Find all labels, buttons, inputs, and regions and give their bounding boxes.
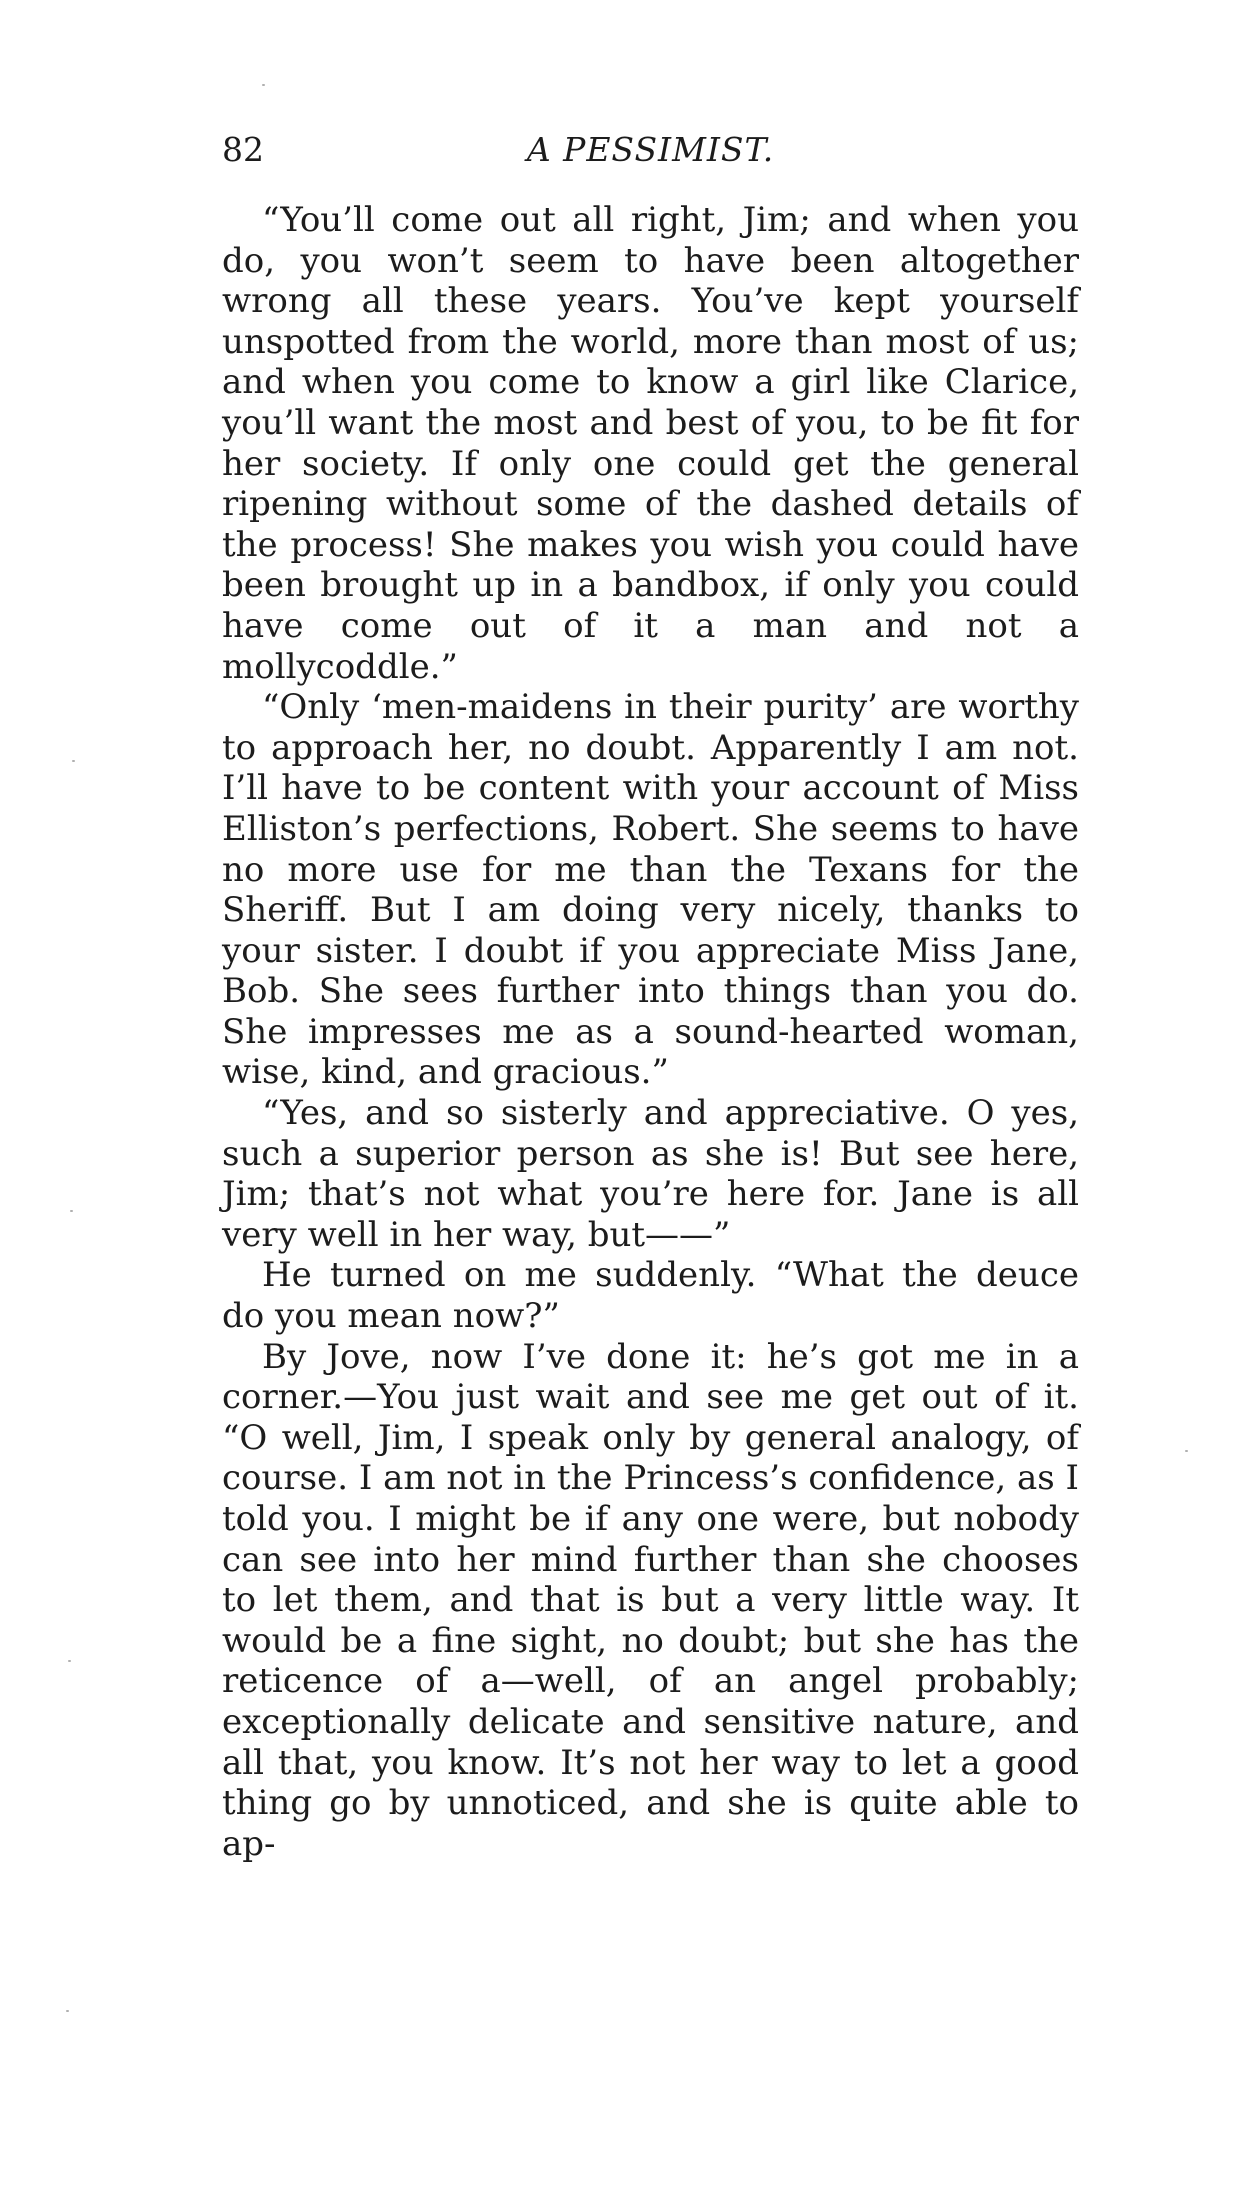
scan-speck [72, 760, 75, 762]
body-text [222, 200, 1079, 1864]
running-title: A PESSIMIST. [526, 130, 775, 169]
scan-speck [70, 1210, 73, 1212]
paragraph-5: By Jove, now I’ve done it: he’s got me in a corner.—You just wait and see me get out of it. “O well, Jim, I speak only by general analogy, of course. I am not in the Princess’s confidence, as I told you. I might be if any one were, but nobody can see into her mind further than she chooses to let them, and that is but a very little way. It would be a fine sight, no doubt; but she has the reticence of a—well, of an angel probably; exceptionally delicate and sensitive nature, and all that, you know. It’s not her way to let a good thing go by unnoticed, and she is quite able to ap- [222, 1336, 1079, 1864]
page-header [222, 128, 1079, 172]
scan-speck [68, 1660, 71, 1662]
scan-speck [1185, 1450, 1188, 1452]
page-number: 82 [222, 130, 264, 169]
paragraph-1: “You’ll come out all right, Jim; and when you do, you won’t seem to have been altogether wrong all these years. You’ve kept yourself unspotted from the world, more than most of us; and when you come to know a girl like Clarice, you’ll want the most and best of you, to be fit for her society. If only one could get the general ripening without some of the dashed details of the process! She makes you wish you could have been brought up in a bandbox, if only you could have come out of it a man and not a mollycoddle.” [222, 200, 1079, 687]
scan-speck [66, 2010, 69, 2012]
scan-speck [262, 84, 265, 86]
paragraph-4: He turned on me suddenly. “What the deuce do you mean now?” [222, 1255, 1079, 1337]
paragraph-2: “Only ‘men-maidens in their purity’ are worthy to approach her, no doubt. Apparently I am not. I’ll have to be content with your account of Miss Elliston’s perfections, Robert. She seems to have no more use for me than the Texans for the Sheriff. But I am doing very nicely, thanks to your sister. I doubt if you appreciate Miss Jane, Bob. She sees further into things than you do. She impresses me as a sound-hearted woman, wise, kind, and gracious.” [222, 687, 1079, 1093]
paragraph-3: “Yes, and so sisterly and appreciative. O yes, such a superior person as she is! But see here, Jim; that’s not what you’re here for. Jane is all very well in her way, but——” [222, 1093, 1079, 1255]
